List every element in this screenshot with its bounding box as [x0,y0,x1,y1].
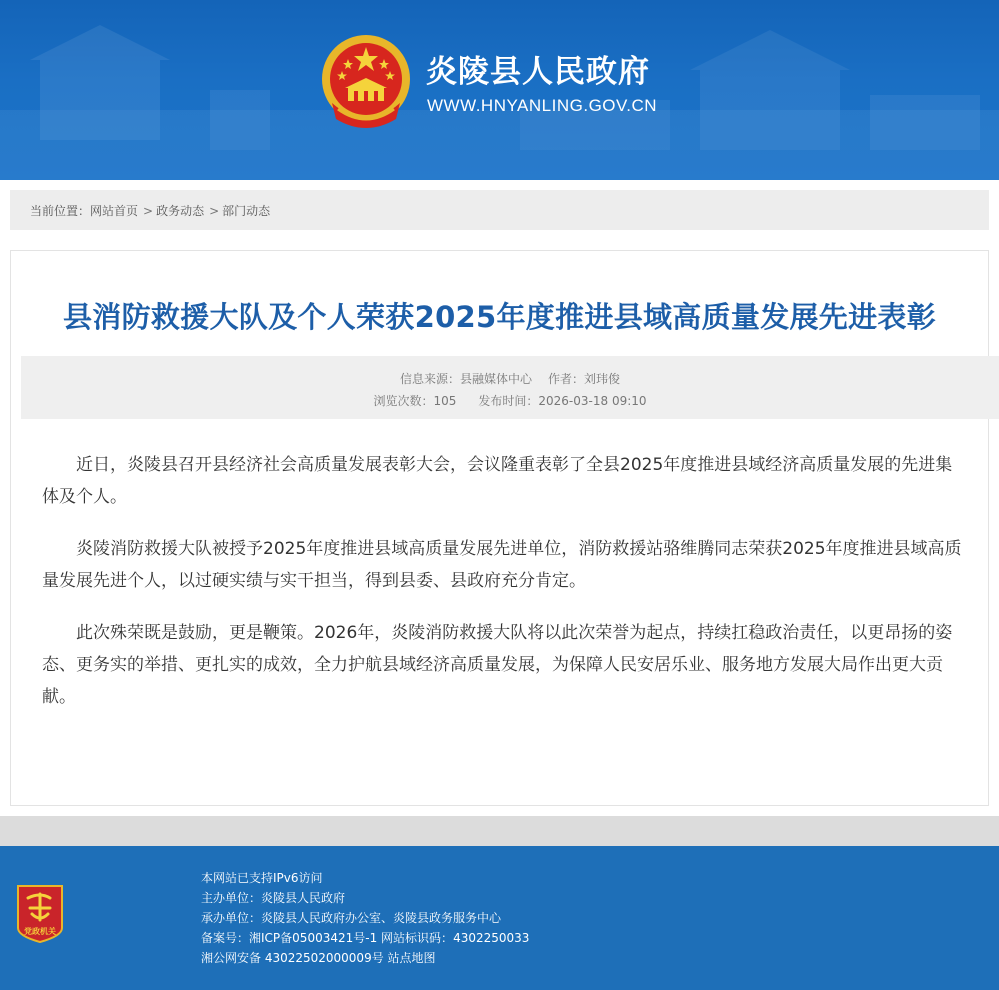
icp-link[interactable]: 湘ICP备05003421号-1 [249,931,378,945]
article-body [42,449,962,733]
badge-text: 党政机关 [24,927,56,936]
author-label: 作者： [548,372,585,386]
site-id-value: 4302250033 [453,931,530,945]
views-label: 浏览次数： [373,394,434,408]
footer-info [201,868,529,968]
icp-label: 备案号： [201,931,250,945]
source-label: 信息来源： [399,372,460,386]
site-footer [0,846,999,990]
breadcrumb [10,190,989,230]
site-title[interactable]: 炎陵县人民政府 [426,54,650,90]
party-government-badge-icon[interactable] [14,884,66,944]
article-paragraph: 近日，炎陵县召开县经济社会高质量发展表彰大会，会议隆重表彰了全县2025年度推进县域经济高质量发展的先进集体及个人。 [42,455,953,507]
site-header [0,0,999,180]
site-id-label: 网站标识码： [381,931,454,945]
article-title: 县消防救援大队及个人荣获2025年度推进县域高质量发展先进表彰 [62,300,936,334]
organizer-label: 承办单位： [201,911,262,925]
host-label: 主办单位： [201,891,262,905]
article-paragraph: 此次殊荣既是鼓励，更是鞭策。2026年，炎陵消防救援大队将以此次荣誉为起点，持续扛稳政治责任，以更昂扬的姿态、更务实的举措、更扎实的成效，全力护航县域经济高质量发展，为保障人民安居乐业、服务地方发展大局作出更大贡献。 [42,623,953,707]
police-record-link[interactable]: 湘公网安备 43022502000009号 [201,951,384,965]
host-value: 炎陵县人民政府 [261,891,346,905]
breadcrumb-prefix: 当前位置： [30,204,91,218]
ipv6-note: 本网站已支持IPv6访问 [201,871,323,885]
breadcrumb-separator: > [209,204,220,218]
date-value: 2026-03-18 09:10 [538,394,647,408]
breadcrumb-dept-news-link[interactable]: 部门动态 [222,204,271,218]
organizer-value: 炎陵县人民政府办公室、炎陵县政务服务中心 [261,911,502,925]
footer-divider-band [0,816,999,846]
site-url[interactable]: WWW.HNYANLING.GOV.CN [427,96,658,115]
date-label: 发布时间： [478,394,539,408]
breadcrumb-gov-news-link[interactable]: 政务动态 [156,204,205,218]
breadcrumb-separator: > [143,204,154,218]
author-value: 刘玮俊 [584,372,621,386]
breadcrumb-home-link[interactable]: 网站首页 [90,204,139,218]
article-meta [21,356,999,419]
source-value: 县融媒体中心 [459,372,532,386]
article-card [10,250,989,806]
national-emblem-icon [318,33,414,133]
article-paragraph: 炎陵消防救援大队被授予2025年度推进县域高质量发展先进单位，消防救援站骆维腾同志荣获2025年度推进县域高质量发展先进个人，以过硬实绩与实干担当，得到县委、县政府充分肯定。 [42,539,962,591]
sitemap-link[interactable]: 站点地图 [387,951,436,965]
views-value: 105 [433,394,457,408]
